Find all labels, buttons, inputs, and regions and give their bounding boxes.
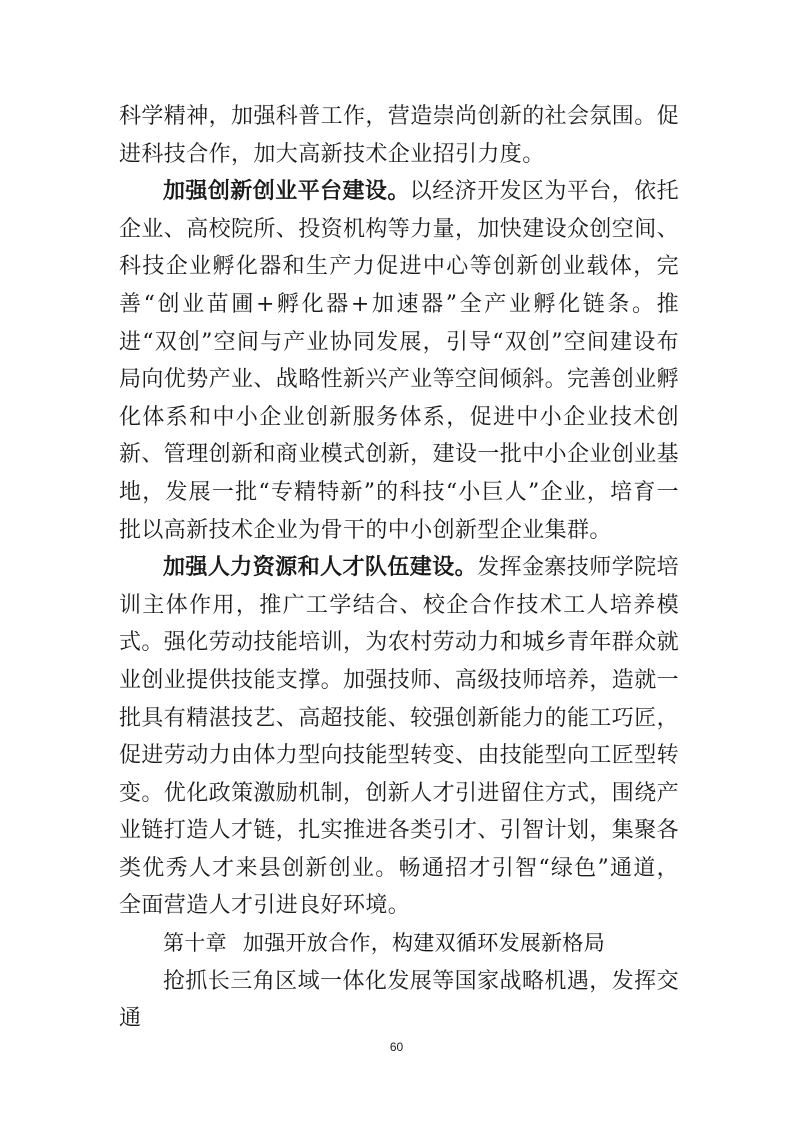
paragraph-lead-heading: 加强创新创业平台建设。: [163, 178, 410, 205]
paragraph-chapter-intro: [119, 963, 679, 1038]
paragraph-text: 抢抓长三角区域一体化发展等国家战略机遇，发挥交通: [119, 968, 679, 1032]
paragraph-innovation-platform: [119, 173, 679, 549]
chapter-heading: [119, 925, 679, 963]
paragraph-lead-heading: 加强人力资源和人才队伍建设。: [163, 554, 478, 581]
chapter-title: 加强开放合作，构建双循环发展新格局: [242, 931, 606, 956]
paragraph-text: 以经济开发区为平台，依托企业、高校院所、投资机构等力量，加快建设众创空间、科技企业孵化器和生产力促进中心等创新创业载体，完善“创业苗圃+孵化器+加速器”全产业孵化链条。推进“双创”空间与产业协同发展，引导“双创”空间建设布局向优势产业、战略性新兴产业等空间倾斜。完善创业孵化体系和中小企业创新服务体系，促进中小企业技术创新、管理创新和商业模式创新，建设一批中小企业创业基地，发展一批“专精特新”的科技“小巨人”企业，培育一批以高新技术企业为骨干的中小创新型企业集群。: [119, 179, 680, 543]
paragraph-continuation: [119, 98, 679, 173]
paragraph-text: 发挥金寨技师学院培训主体作用，推广工学结合、校企合作技术工人培养模式。强化劳动技能培训，为农村劳动力和城乡青年群众就业创业提供技能支撑。加强技师、高级技师培养，造就一批具有精湛技艺、高超技能、较强创新能力的能工巧匠，促进劳动力由体力型向技能型转变、由技能型向工匠型转变。优化政策激励机制，创新人才引进留住方式，围绕产业链打造人才链，扎实推进各类引才、引智计划，集聚各类优秀人才来县创新创业。畅通招才引智“绿色”通道，全面营造人才引进良好环境。: [119, 555, 680, 919]
chapter-number: 第十章: [163, 931, 227, 956]
page-number: 60: [389, 1040, 404, 1054]
document-body: [119, 98, 679, 1038]
paragraph-text: 科学精神，加强科普工作，营造崇尚创新的社会氛围。促进科技合作，加大高新技术企业招引力度。: [119, 104, 680, 167]
paragraph-talent-building: [119, 549, 679, 925]
